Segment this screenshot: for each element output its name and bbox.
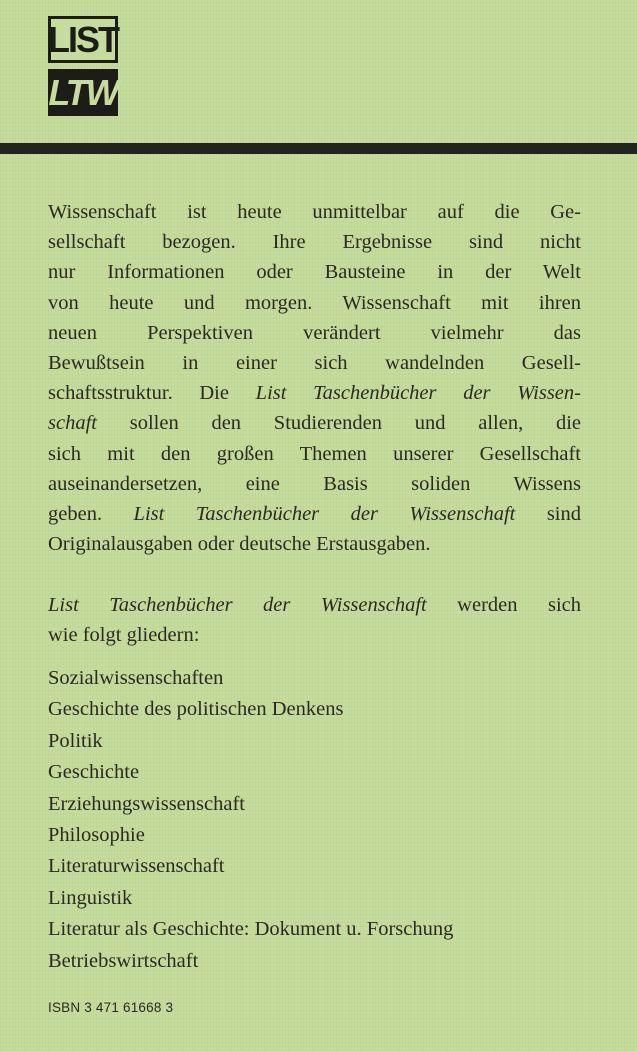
structure-paragraph [48,590,581,650]
text-line [48,227,581,257]
text-line [48,348,581,378]
text-line [48,620,581,650]
text-line [48,439,581,469]
subject-item: Geschichte [48,761,140,784]
body-text: Bewußtsein in einer sich wandelnden Gesell- [48,352,581,375]
subject-item: Erziehungswissenschaft [48,792,245,815]
text-line [48,408,581,438]
text-line [48,318,581,348]
subject-item: Literaturwissenschaft [48,855,225,878]
subject-item: Geschichte des politischen Denkens [48,698,344,721]
body-text: sellschaft bezogen. Ihre Ergebnisse sind nicht [48,231,581,254]
subject-item: Literatur als Geschichte: Dokument u. Forschung [48,918,454,941]
isbn-number: ISBN 3 471 61668 3 [48,1000,174,1015]
body-text: von heute und morgen. Wissenschaft mit ihren [48,291,581,314]
body-text: schaftsstruktur. Die [48,382,256,405]
intro-paragraph [48,197,581,559]
body-text: nur Informationen oder Bausteine in der Welt [48,261,581,284]
text-line [48,288,581,318]
body-text: geben. [48,503,134,526]
body-text: werden sich [426,594,581,616]
body-text: neuen Perspektiven verändert vielmehr das [48,321,581,344]
text-line [48,257,581,287]
text-line [48,529,581,559]
series-title-text: schaft [48,412,97,435]
series-title-text: List Taschenbücher der Wissenschaft [133,503,516,526]
subject-item: Politik [48,729,103,752]
subject-item: Sozialwissenschaften [48,667,224,689]
subject-item: Linguistik [48,886,133,909]
body-text: sollen den Studierenden und allen, die [96,412,581,435]
subject-item: Philosophie [48,824,145,847]
body-text: wie folgt gliedern: [48,624,200,647]
subject-list [48,663,588,977]
publisher-logo [48,16,118,116]
divider-rule [0,143,637,154]
text-line [48,197,581,227]
body-text: Wissenschaft ist heute unmittelbar auf die Ge- [48,201,581,223]
body-text: auseinandersetzen, eine Basis soliden Wissens [48,472,581,495]
logo-ltw: LTW [48,69,118,116]
text-line [48,469,581,499]
body-text: sich mit den großen Themen unserer Gesellschaft [48,442,581,465]
body-text: sind [515,503,581,526]
text-line [48,499,581,529]
series-title-text: List Taschenbücher der Wissenschaft [48,594,427,616]
text-line [48,590,581,620]
body-text: Originalausgaben oder deutsche Erstausgaben. [48,533,431,556]
text-line [48,378,581,408]
logo-list: LIST [48,16,118,63]
subject-item: Betriebswirtschaft [48,949,199,972]
series-title-text: List Taschenbücher der Wissen- [255,382,581,405]
